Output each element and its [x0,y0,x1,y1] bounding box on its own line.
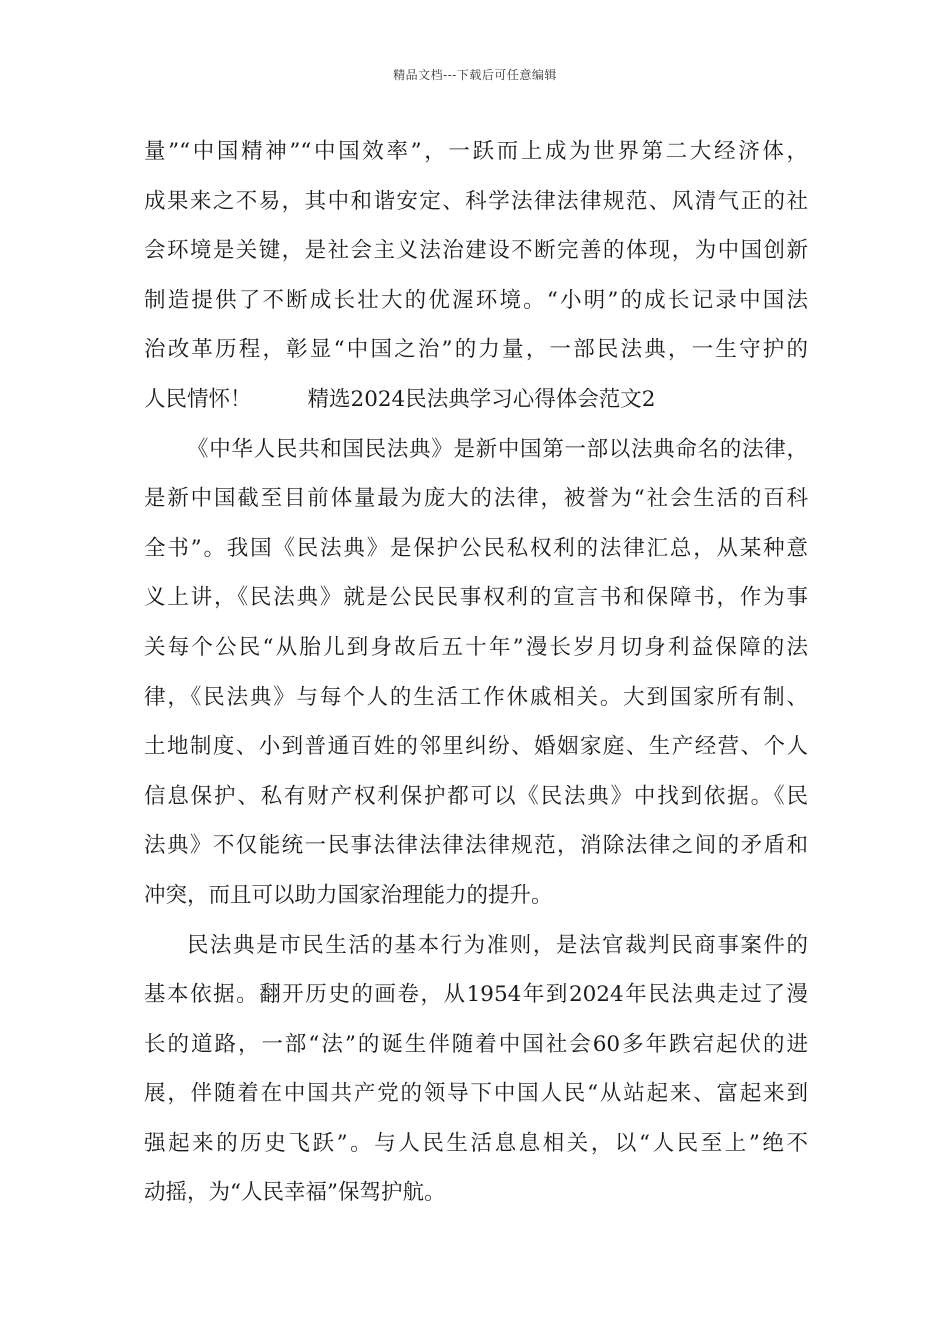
text-line: 展，伴随着在中国共产党的领导下中国人民“从站起来、富起来到 [144,1081,808,1107]
text-line: 信息保护、私有财产权利保护都可以《民法典》中找到依据。《民 [144,783,808,809]
text-line: 量”“中国精神”“中国效率”，一跃而上成为世界第二大经济体， [144,139,808,164]
text-line: 长的道路，一部“法”的诞生伴随着中国社会60多年跌宕起伏的进 [144,1031,808,1057]
text-line: 制造提供了不断成长壮大的优渥环境。“小明”的成长记录中国法 [144,287,808,313]
text-line: 基本依据。翻开历史的画卷，从1954年到2024年民法典走过了漫 [144,982,808,1008]
text-line: 成果来之不易，其中和谐安定、科学法律法律规范、风清气正的社 [144,188,808,214]
paragraph-first-line: 《中华人民共和国民法典》是新中国第一部以法典命名的法律， [187,436,808,462]
text-line: 法典》不仅能统一民事法律法律法律规范，消除法律之间的矛盾和 [144,833,808,859]
text-line: 会环境是关键，是社会主义法治建设不断完善的体现，为中国创新 [144,238,808,264]
page-header: 精品文档---下载后可任意编辑 [393,68,557,82]
document-body [144,127,808,1218]
text-line: 强起来的历史飞跃”。与人民生活息息相关，以“人民至上”绝不 [144,1130,808,1156]
text-line: 全书”。我国《民法典》是保护公民私权利的法律汇总，从某种意 [144,535,808,561]
text-line: 是新中国截至目前体量最为庞大的法律，被誉为“社会生活的百科 [144,486,808,512]
text-line: 律，《民法典》与每个人的生活工作休戚相关。大到国家所有制、 [144,684,808,710]
section-title: 精选2024民法典学习心得体会范文2 [307,386,656,412]
text-line: 义上讲，《民法典》就是公民民事权利的宣言书和保障书，作为事 [144,585,808,611]
text-line: 土地制度、小到普通百姓的邻里纠纷、婚姻家庭、生产经营、个人 [144,734,808,760]
text-line: 关每个公民“从胎儿到身故后五十年”漫长岁月切身利益保障的法 [144,634,808,660]
paragraph-last-line: 冲突，而且可以助力国家治理能力的提升。 [144,882,553,908]
text-line-with-section-title [144,375,808,425]
paragraph-last-line: 动摇，为“人民幸福”保驾护航。 [144,1180,446,1206]
text-line-end: 人民情怀！ [144,386,252,412]
text-line: 治改革历程，彰显“中国之治”的力量，一部民法典，一生守护的 [144,337,808,363]
paragraph-first-line: 民法典是市民生活的基本行为准则，是法官裁判民商事案件的 [187,932,808,958]
